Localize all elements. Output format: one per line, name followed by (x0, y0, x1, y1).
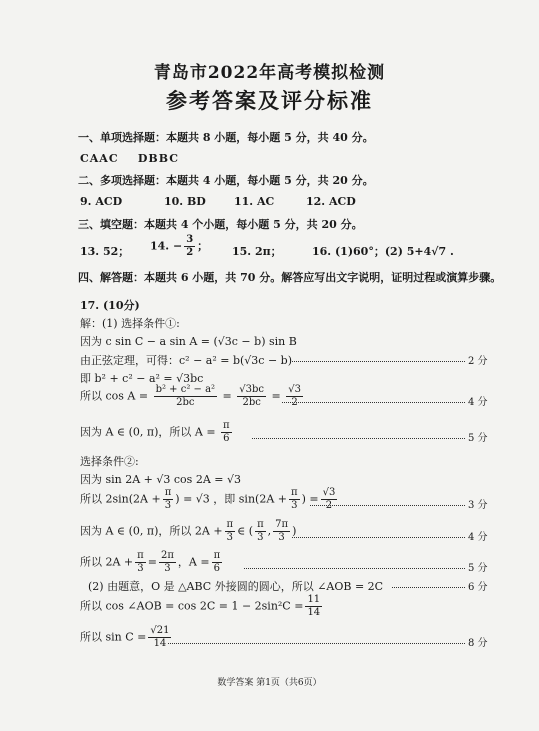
score-mark: 5 分 (468, 433, 488, 444)
q17-line8: 因为 A ∈ (0, π)，所以 2A + $\frac{\pi}{3}$ ∈ ( $\frac{\pi}{3}$ , $\frac{7\pi}{3}$ ) (80, 519, 297, 543)
score-leader (292, 537, 465, 538)
fill-answer-13: 13. 52； (80, 245, 130, 258)
q17-line2: 由正弦定理，可得：c² − a² = b(√3c − b) (80, 354, 293, 367)
section2-answer-12: 12. ACD (306, 195, 356, 208)
q17-part2-line2: 所以 cos ∠AOB = cos 2C = 1 − 2sin²C = $\frac{11}{14}$ (80, 594, 321, 618)
q17-line9: 所以 2A + $\frac{\pi}{3}$ = $\frac{2\pi}{3}$ ，A = $\frac{\pi}{6}$ (80, 550, 221, 574)
q17-title: 17. (10分) (80, 299, 140, 312)
q17-part1-intro: 解：(1) 选择条件①: (80, 317, 180, 330)
score-leader (282, 402, 465, 403)
score-mark: 5 分 (468, 563, 488, 574)
section1-heading: 一、单项选择题：本题共 8 小题，每小题 5 分，共 40 分。 (78, 131, 374, 144)
q17-line3: 即 b² + c² − a² = √3bc (80, 372, 204, 385)
score-mark: 4 分 (468, 532, 488, 543)
fill-answer-14: 14. − $\frac{3}{2}$ ； (150, 234, 209, 258)
score-mark: 3 分 (468, 500, 488, 511)
section2-answer-11: 11. AC (234, 195, 275, 208)
score-mark: 4 分 (468, 397, 488, 408)
q17-part2-line1: (2) 由题意，O 是 △ABC 外接圆的圆心，所以 ∠AOB = 2C (88, 580, 384, 593)
score-leader (290, 361, 465, 362)
score-leader (168, 643, 465, 644)
page-footer: 数学答案 第1页（共6页） (217, 678, 322, 688)
q17-part2-line3: 所以 sin C = $\frac{√21}{14}$ (80, 625, 170, 649)
q17-line5: 因为 A ∈ (0, π)，所以 A = $\frac{\pi}{6}$ (80, 420, 230, 444)
answer-key-title: 参考答案及评分标准 (166, 88, 373, 113)
score-mark: 8 分 (468, 638, 488, 649)
section4-heading: 四、解答题：本题共 6 小题，共 70 分。解答应写出文字说明，证明过程或演算步骤。 (78, 271, 502, 284)
score-leader (310, 505, 465, 506)
exam-title: 青岛市2022年高考模拟检测 (153, 63, 386, 83)
q17-line6: 因为 sin 2A + √3 cos 2A = √3 (80, 473, 241, 486)
section2-answer-9: 9. ACD (80, 195, 123, 208)
section1-answers: CAAC DBBC (80, 152, 179, 165)
q17-line4: 所以 cos A = $\frac{\text{b² + c² − a²}}{2bc}$ = $\frac{√3bc}{2bc}$ = $\frac{√3}{2}$ (80, 384, 301, 408)
score-leader (252, 438, 465, 439)
section2-answer-10: 10. BD (164, 195, 206, 208)
fill-answer-16: 16. (1)60°；(2) 5+4√7 . (312, 245, 454, 258)
fill-answer-15: 15. 2π； (232, 245, 282, 258)
q17-line1: 因为 c sin C − a sin A = (√3c − b) sin B (80, 335, 297, 348)
score-leader (244, 568, 465, 569)
condition2-heading: 选择条件②: (80, 455, 139, 468)
score-leader (392, 587, 465, 588)
score-mark: 6 分 (468, 582, 488, 593)
score-mark: 2 分 (468, 356, 488, 367)
section2-heading: 二、多项选择题：本题共 4 小题，每小题 5 分，共 20 分。 (78, 174, 374, 187)
q17-line7: 所以 2sin(2A + $\frac{\pi}{3}$ ) = √3 ，即 sin(2A + $\frac{\pi}{3}$ ) = $\frac{√3}{2}$ (80, 487, 336, 511)
section3-heading: 三、填空题：本题共 4 个小题，每小题 5 分，共 20 分。 (78, 218, 363, 231)
